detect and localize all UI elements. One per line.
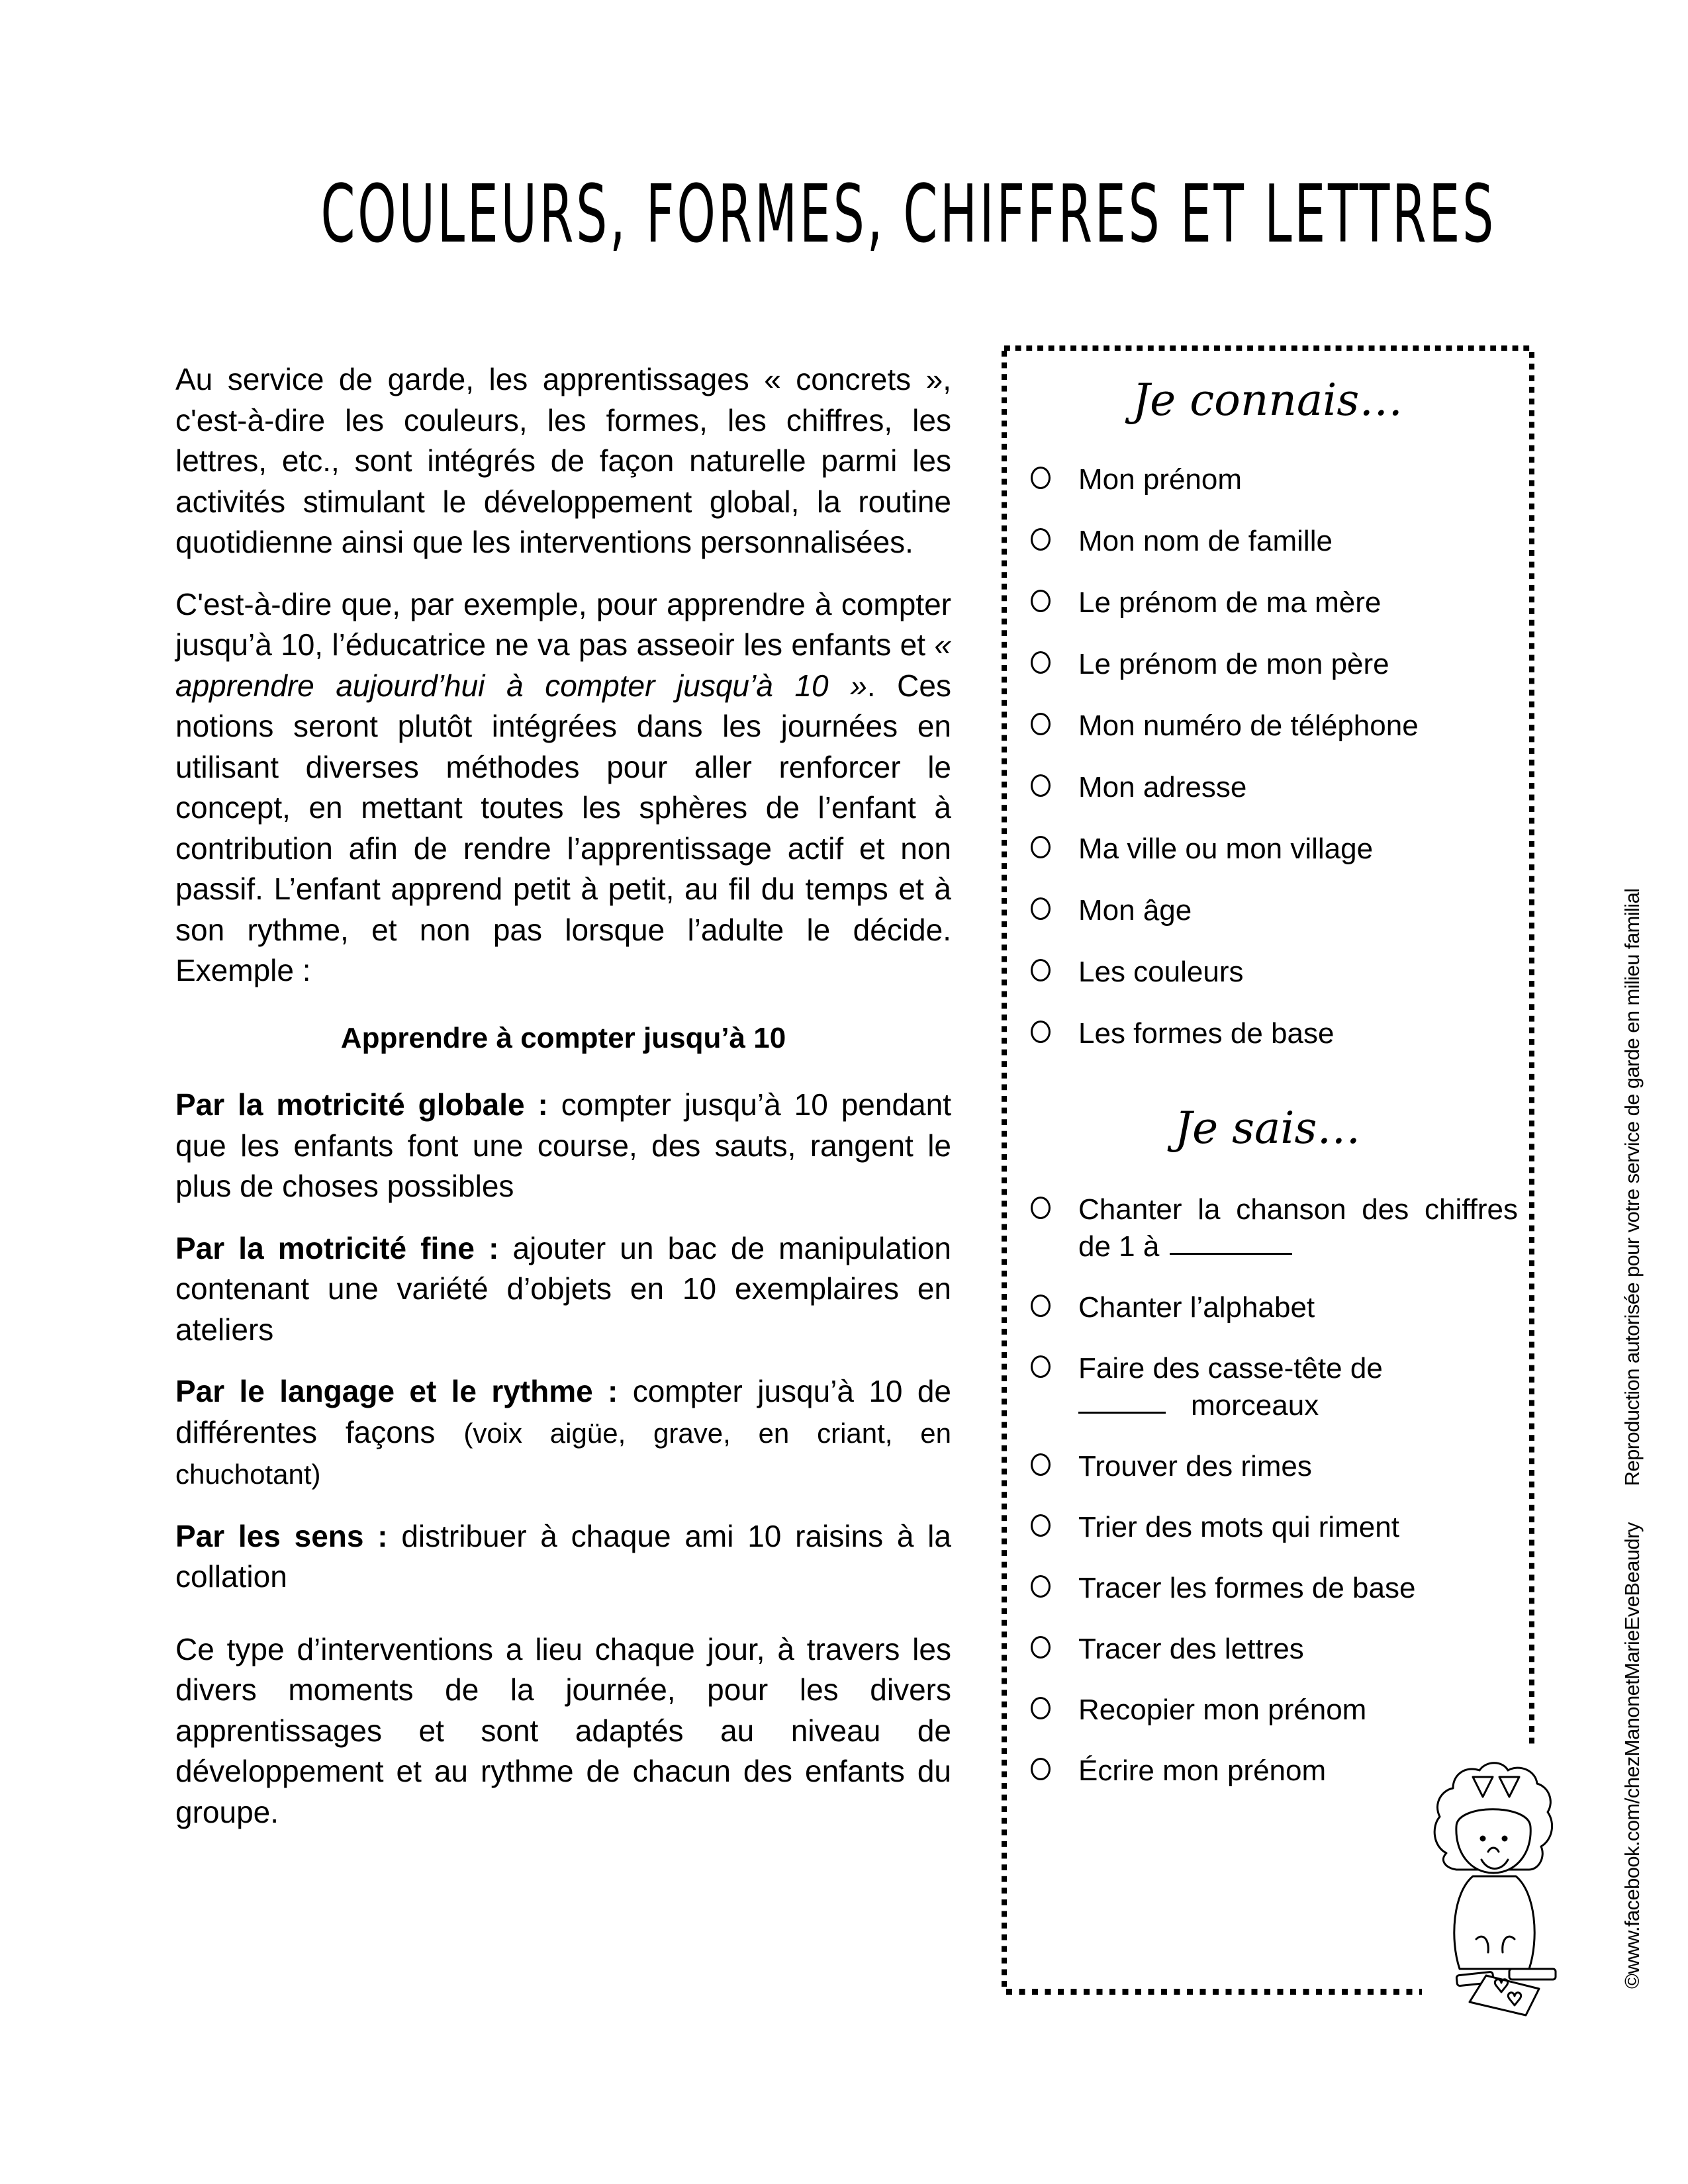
fill-in-blank-pieces[interactable] <box>1078 1412 1166 1414</box>
circle-checkbox-icon[interactable] <box>1031 651 1051 674</box>
example-language-rhythm <box>175 1371 951 1495</box>
circle-checkbox-icon[interactable] <box>1031 1636 1051 1659</box>
example-subheading: Apprendre à compter jusqu’à 10 <box>340 1021 786 1054</box>
dotted-border-right <box>1529 352 1534 1745</box>
vertical-copyright-notice <box>1619 888 1646 1989</box>
checklist-item[interactable] <box>1028 707 1518 745</box>
checklist-item-label: Mon adresse <box>1078 771 1247 803</box>
example-text: compter jusqu’à 10 pendant que les enfants font une course, des sauts, rangent le plus de choses possibles <box>175 1087 951 1203</box>
circle-checkbox-icon[interactable] <box>1031 1758 1051 1780</box>
checklist-item-label: Chanter la chanson des chiffres de 1 à <box>1078 1193 1518 1263</box>
checklist-item-label: Trouver des rimes <box>1078 1450 1312 1482</box>
circle-checkbox-icon[interactable] <box>1031 1575 1051 1598</box>
checklist-item-label: Tracer les formes de base <box>1078 1572 1416 1604</box>
example-gross-motor <box>175 1085 951 1207</box>
checklist-item[interactable] <box>1028 769 1518 806</box>
girl-with-crayons-illustration <box>1417 1741 1569 2019</box>
closing-paragraph: Ce type d’interventions a lieu chaque jour, à travers les divers moments de la journée, pour les divers apprentissages et sont adaptés au niveau de développement et au rythme de chacun des enfants du groupe. <box>175 1631 951 1829</box>
example-parenthetical: (voix aigüe, grave, en criant, en chuchotant) <box>175 1417 951 1490</box>
checklist-item-label: Tracer des lettres <box>1078 1633 1304 1665</box>
example-text: compter jusqu’à 10 de différentes façons <box>175 1374 952 1449</box>
checklist-item[interactable] <box>1028 646 1518 683</box>
checklist-item-number-song[interactable] <box>1028 1191 1518 1265</box>
dotted-border-left <box>1002 351 1007 1989</box>
copyright-link-text: ©www.facebook.com/chezManonetMarieEveBeaudry <box>1620 1522 1644 1989</box>
circle-checkbox-icon[interactable] <box>1031 467 1051 489</box>
checklist-item[interactable] <box>1028 1570 1518 1607</box>
explanation-quote: « apprendre aujourd’hui à compter jusqu’à 10 » <box>175 627 951 703</box>
face-icon <box>1456 1809 1530 1873</box>
checklist-item-label: Chanter l’alphabet <box>1078 1291 1315 1324</box>
checklist-item[interactable] <box>1028 1448 1518 1485</box>
reproduction-notice: Reproduction autorisée pour votre service de garde en milieu familial <box>1620 888 1644 1486</box>
example-fine-motor <box>175 1228 951 1351</box>
checklist-item-puzzle[interactable] <box>1028 1350 1518 1424</box>
checklist-item-label: Les formes de base <box>1078 1017 1335 1050</box>
example-text: distribuer à chaque ami 10 raisins à la collation <box>175 1518 951 1594</box>
example-lead: Par les sens : <box>175 1518 388 1553</box>
checklist-item[interactable] <box>1028 954 1518 991</box>
checklist-item-label: Les couleurs <box>1078 956 1244 988</box>
checklist-item[interactable] <box>1028 584 1518 621</box>
intro-paragraph: Au service de garde, les apprentissages « concrets », c'est-à-dire les couleurs, les formes, les chiffres, les lettres, etc., sont intégrés de façon naturelle parmi les activités stimulant le développement global, la routine quotidienne ainsi que les interventions personnalisées. <box>175 362 951 559</box>
example-lead: Par la motricité fine : <box>175 1230 499 1265</box>
dress-icon <box>1454 1876 1534 1969</box>
circle-checkbox-icon[interactable] <box>1031 774 1051 797</box>
checklist-item-label: Mon nom de famille <box>1078 525 1333 557</box>
explanation-text: C'est-à-dire que, par exemple, pour apprendre à compter jusqu’à 10, l’éducatrice ne va pas asseoir les enfants et <box>175 586 951 662</box>
checklist-item-label: Le prénom de ma mère <box>1078 586 1382 619</box>
circle-checkbox-icon[interactable] <box>1031 1697 1051 1719</box>
checklist-item-label: Mon âge <box>1078 894 1192 927</box>
circle-checkbox-icon[interactable] <box>1031 590 1051 612</box>
paper-icon <box>1470 1976 1539 2015</box>
checklist-item[interactable] <box>1028 1692 1518 1729</box>
circle-checkbox-icon[interactable] <box>1031 713 1051 735</box>
checklist-item[interactable] <box>1028 831 1518 868</box>
article-body <box>175 359 951 1833</box>
eye-icon <box>1503 1837 1507 1841</box>
dotted-border-top <box>1004 345 1534 351</box>
explanation-text-continued: . Ces notions seront plutôt intégrées dans les journées en utilisant diverses méthodes pour aller renforcer le concept, en mettant toutes les sphères de l’enfant à contribution afin de rendre l’apprentissage actif et non passif. L’enfant apprend petit à petit, au fil du temps et à son rythme, et non pas lorsque l’adulte le décide. Exemple : <box>175 668 951 987</box>
checklist-je-connais <box>1028 461 1518 1077</box>
example-text: ajouter un bac de manipulation contenant une variété d’objets en 10 exemplaires en ateliers <box>175 1230 951 1347</box>
section-heading-je-sais: Je sais… <box>1174 1103 1361 1154</box>
checklist-item[interactable] <box>1028 1015 1518 1052</box>
circle-checkbox-icon[interactable] <box>1031 528 1051 551</box>
checklist-item-label: Mon prénom <box>1078 463 1243 496</box>
checklist-item[interactable] <box>1028 461 1518 498</box>
checklist-item-label: Faire des casse-tête de <box>1078 1352 1383 1385</box>
checklist-item-alphabet[interactable] <box>1028 1289 1518 1326</box>
example-lead: Par le langage et le rythme : <box>175 1374 618 1408</box>
hair-bow-left-icon <box>1473 1777 1493 1797</box>
circle-checkbox-icon[interactable] <box>1031 1514 1051 1537</box>
checklist-item-label: Ma ville ou mon village <box>1078 833 1374 865</box>
circle-checkbox-icon[interactable] <box>1031 897 1051 920</box>
checklist-item[interactable] <box>1028 1509 1518 1546</box>
eye-icon <box>1481 1837 1485 1841</box>
circle-checkbox-icon[interactable] <box>1031 1355 1051 1378</box>
hair-bow-right-icon <box>1499 1777 1519 1797</box>
checklist-item[interactable] <box>1028 523 1518 560</box>
checklist-item-label: Mon numéro de téléphone <box>1078 709 1419 742</box>
circle-checkbox-icon[interactable] <box>1031 1453 1051 1476</box>
checklist-item-label: Le prénom de mon père <box>1078 648 1389 680</box>
section-heading-je-connais: Je connais… <box>1132 375 1403 426</box>
page-title: COULEURS, FORMES, CHIFFRES ET LETTRES <box>320 169 1497 261</box>
circle-checkbox-icon[interactable] <box>1031 1021 1051 1043</box>
circle-checkbox-icon[interactable] <box>1031 836 1051 858</box>
checklist-item-label-continued: morceaux <box>1191 1389 1319 1422</box>
checklist-je-sais <box>1028 1191 1518 1813</box>
checklist-item-label: Écrire mon prénom <box>1078 1754 1327 1787</box>
crayon-icon <box>1509 1969 1556 1979</box>
checklist-item[interactable] <box>1028 892 1518 929</box>
checklist-item[interactable] <box>1028 1631 1518 1668</box>
explanation-paragraph <box>175 584 951 991</box>
fill-in-blank-number[interactable] <box>1170 1253 1292 1255</box>
example-senses <box>175 1516 951 1598</box>
circle-checkbox-icon[interactable] <box>1031 959 1051 981</box>
dotted-border-bottom <box>1006 1989 1422 1995</box>
checklist-item-label: Trier des mots qui riment <box>1078 1511 1399 1543</box>
example-lead: Par la motricité globale : <box>175 1087 548 1122</box>
checklist-item-label: Recopier mon prénom <box>1078 1694 1367 1726</box>
circle-checkbox-icon[interactable] <box>1031 1197 1051 1219</box>
circle-checkbox-icon[interactable] <box>1031 1295 1051 1317</box>
